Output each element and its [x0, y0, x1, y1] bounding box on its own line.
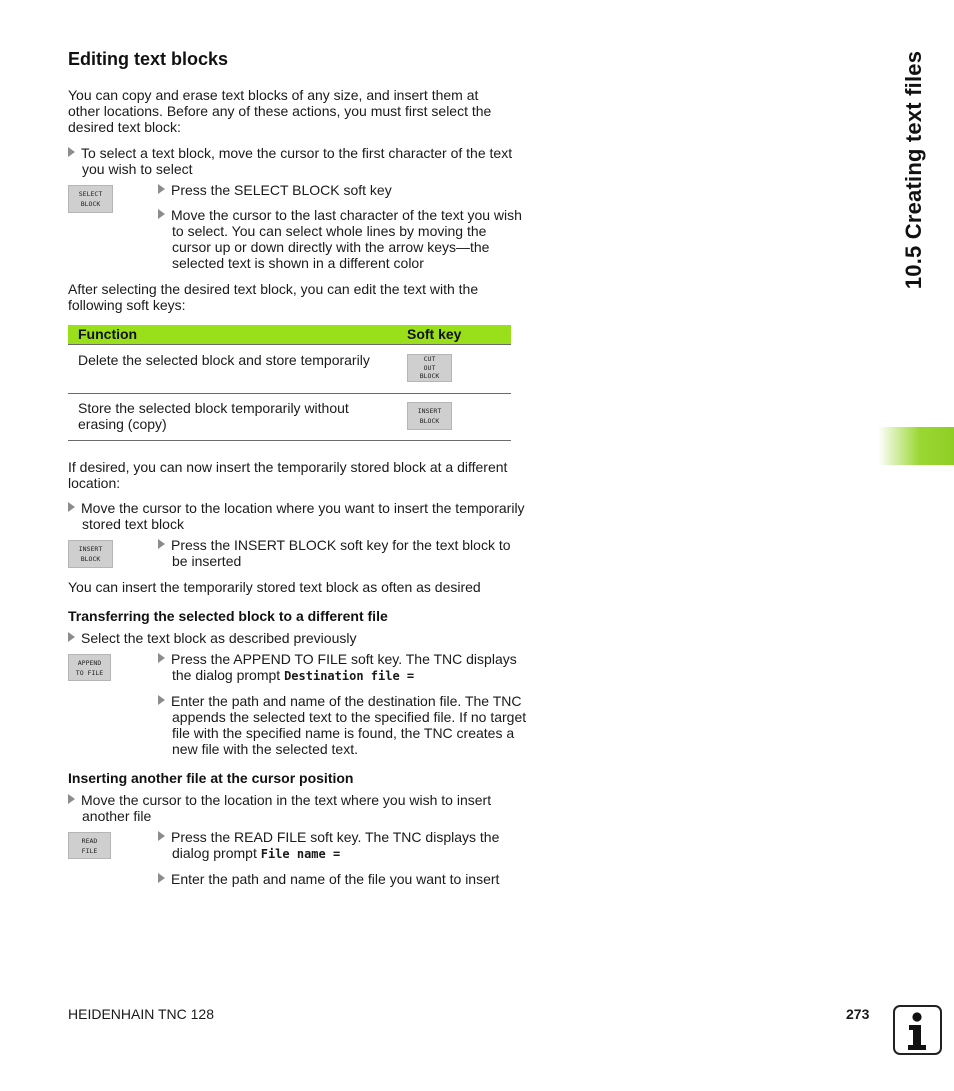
info-glyph: [895, 1007, 940, 1053]
insert-note: You can insert the temporarily stored text block as often as desired: [68, 579, 481, 595]
softkey-cut-out-block: CUT OUT BLOCK: [407, 354, 452, 382]
chapter-tab-marker: [878, 427, 954, 465]
triangle-right-icon: [158, 539, 165, 549]
chapter-side-title: 10.5 Creating text files: [901, 50, 926, 290]
insert-intro-paragraph: If desired, you can now insert the temporarily stored block at a different location:: [68, 459, 508, 491]
table-row-function: Delete the selected block and store temporarily: [78, 352, 370, 368]
info-icon: [893, 1005, 942, 1055]
softkey-read-file: READ FILE: [68, 832, 111, 859]
triangle-right-icon: [158, 873, 165, 883]
press-insert-block: Press the INSERT BLOCK soft key for the text block to be inserted: [158, 537, 528, 569]
triangle-right-icon: [158, 209, 165, 219]
press-select-block: Press the SELECT BLOCK soft key: [158, 182, 528, 198]
move-to-last-character: Move the cursor to the last character of the text you wish to select. You can select whole lines by moving the cursor up or down directly with the arrow keys—the selected text is shown in a different color: [158, 207, 528, 271]
triangle-right-icon: [158, 831, 165, 841]
section-heading: Editing text blocks: [68, 49, 229, 69]
triangle-right-icon: [158, 653, 165, 663]
triangle-right-icon: [68, 794, 75, 804]
intro-paragraph: You can copy and erase text blocks of any size, and insert them at other locations. Before any of these actions, you must first select the desired text block:: [68, 87, 492, 135]
footer-product: HEIDENHAIN TNC 128: [68, 1006, 215, 1022]
softkey-select-block: SELECT BLOCK: [68, 185, 113, 213]
page-number: 273: [846, 1006, 870, 1022]
table-row-function: Store the selected block temporarily without erasing (copy): [78, 400, 349, 432]
softkey-insert-block: INSERT BLOCK: [68, 540, 113, 568]
table-row-divider: [68, 393, 511, 394]
step-select-text: To select a text block, move the cursor to the first character of the text you wish to select: [68, 145, 528, 177]
dialog-prompt-destination: Destination file =: [284, 669, 415, 683]
step-select-block-previously: Select the text block as described previously: [68, 630, 528, 646]
transfer-heading: Transferring the selected block to a different file: [68, 608, 388, 624]
read-file-heading: Inserting another file at the cursor position: [68, 770, 354, 786]
softkey-insert-block: INSERT BLOCK: [407, 402, 452, 430]
triangle-right-icon: [68, 147, 75, 157]
step-move-cursor-insert: Move the cursor to the location where you want to insert the temporarily stored text block: [68, 500, 528, 532]
triangle-right-icon: [158, 184, 165, 194]
enter-destination-path: Enter the path and name of the destination file. The TNC appends the selected text to the specified file. If no target file with the specified name is found, the TNC creates a new file with the selected text.: [158, 693, 528, 757]
enter-file-path: Enter the path and name of the file you want to insert: [158, 871, 528, 887]
triangle-right-icon: [68, 632, 75, 642]
triangle-right-icon: [68, 502, 75, 512]
step-move-cursor-read: Move the cursor to the location in the text where you wish to insert another file: [68, 792, 528, 824]
column-header-softkey: Soft key: [407, 326, 462, 342]
press-append-to-file: Press the APPEND TO FILE soft key. The TNC displays the dialog prompt Destination file =: [158, 651, 528, 684]
triangle-right-icon: [158, 695, 165, 705]
column-header-function: Function: [78, 326, 138, 342]
press-read-file: Press the READ FILE soft key. The TNC displays the dialog prompt File name =: [158, 829, 528, 862]
softkey-append-to-file: APPEND TO FILE: [68, 654, 111, 681]
table-header: [68, 325, 511, 345]
table-bottom-rule: [68, 440, 511, 441]
dialog-prompt-file-name: File name =: [260, 847, 341, 861]
after-select-paragraph: After selecting the desired text block, you can edit the text with the following soft keys:: [68, 281, 479, 313]
